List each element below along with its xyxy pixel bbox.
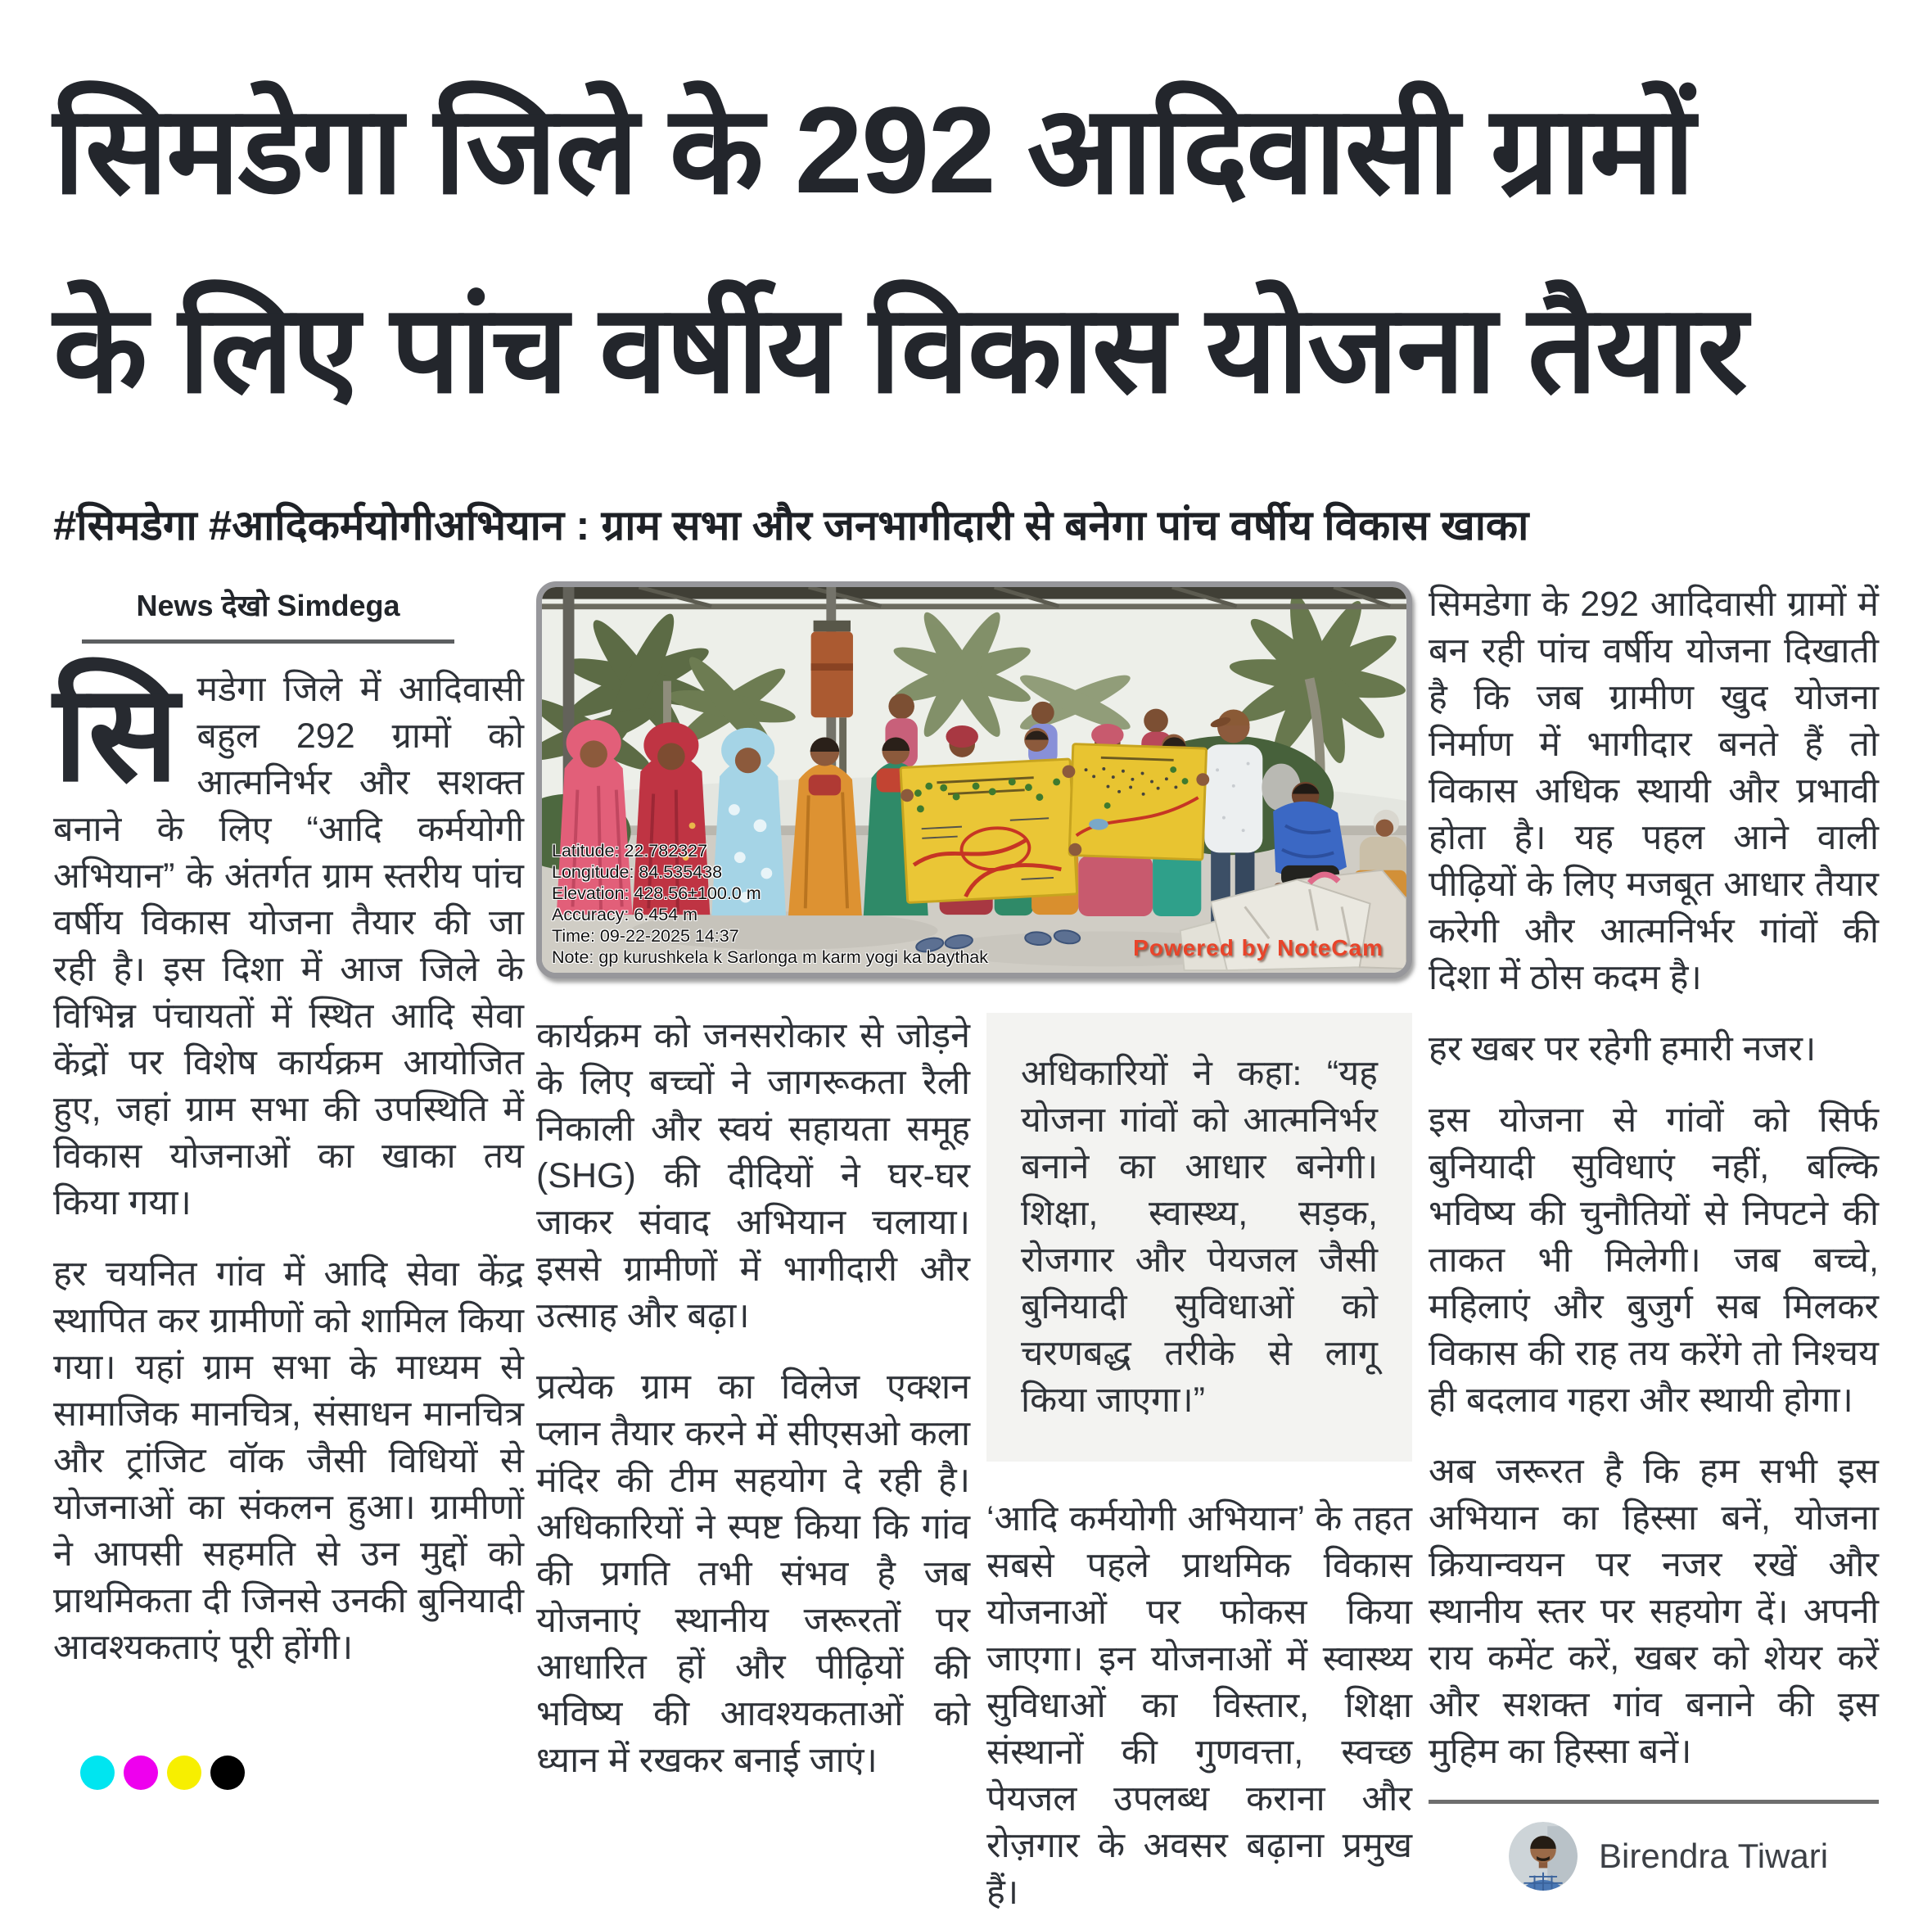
author-avatar [1509, 1822, 1578, 1891]
headline-line-1: सिमडेगा जिले के 292 आदिवासी ग्रामों [53, 81, 1694, 219]
headline-line-2: के लिए पांच वर्षीय विकास योजना तैयार [53, 280, 1746, 418]
article-paragraph: ‘आदि कर्मयोगी अभियान’ के तहत सबसे पहले प्राथमिक विकास योजनाओं पर फोकस किया जाएगा। इन योजनाओं में स्वास्थ्य सुविधाओं का विस्तार, शिक्षा संस्थानों की गुणवत्ता, स्वच्छ पेयजल उपलब्ध कराना और रोज़गार के अवसर बढ़ाना प्रमुख हैं। [986, 1499, 1412, 1912]
print-mark-black [210, 1756, 245, 1790]
article-paragraph: अब जरूरत है कि हम सभी इस अभियान का हिस्सा बनें, योजना क्रियान्वयन पर नजर रखें और स्थानीय स्तर पर सहयोग दें। अपनी राय कमेंट करें, खबर को शेयर करें और सशक्त गांव बनाने की इस मुहिम का हिस्सा बनें। [1429, 1452, 1879, 1771]
geotag-note: Note: gp kurushkela k Sarlonga m karm yogi ka baythak [552, 947, 988, 967]
headline [53, 51, 1879, 449]
byline-block [82, 585, 454, 644]
geotag-longitude: Longitude: 84.535438 [552, 862, 723, 882]
article-paragraph: हर खबर पर रहेगी हमारी नजर। [1429, 1029, 1817, 1069]
byline: News देखो Simdega [136, 589, 400, 622]
news-photo [536, 581, 1412, 978]
author-credit [1429, 1822, 1879, 1891]
print-mark-cyan [80, 1756, 115, 1790]
column-3 [986, 1013, 1412, 1916]
column-4 [1429, 581, 1879, 1891]
column-2 [536, 1013, 970, 1916]
author-avatar-illustration [1509, 1822, 1578, 1891]
column-1 [53, 581, 524, 1671]
paragraph-text: मडेगा जिले में आदिवासी बहुल 292 ग्रामों को आत्मनिर्भर और सशक्त बनाने के लिए “आदि कर्मयोगी अभियान” के अंतर्गत ग्राम स्तरीय पांच वर्षीय विकास योजना तैयार की जा रही है। इस दिशा में आज जिले के विभिन्न पंचायतों में स्थित आदि सेवा केंद्रों पर विशेष कार्यक्रम आयोजित हुए, जहां ग्राम सभा की उपस्थिति में विकास योजनाओं का खाका तय किया गया। [53, 670, 524, 1222]
pull-quote-text: अधिकारियों ने कहा: “यह योजना गांवों को आत्मनिर्भर बनाने का आधार बनेगी। शिक्षा, स्वास्थ्य, सड़क, रोजगार और पेयजल जैसी बुनियादी सुविधाओं को चरणबद्ध तरीके से लागू किया जाएगा।” [1021, 1054, 1378, 1420]
print-mark-magenta [124, 1756, 158, 1790]
geotag-latitude: Latitude: 22.782327 [552, 841, 708, 861]
photo-geotag-overlay [552, 840, 988, 968]
author-name: Birendra Tiwari [1599, 1837, 1829, 1875]
article-paragraph: प्रत्येक ग्राम का विलेज एक्शन प्लान तैयार करने में सीएसओ कला मंदिर की टीम सहयोग दे रही है। अधिकारियों ने स्पष्ट किया कि गांव की प्रगति तभी संभव है जब योजनाएं स्थानीय जरूरतों पर आधारित हों और पीढ़ियों की भविष्य की आवश्यकताओं को ध्यान में रखकर बनाई जाएं। [536, 1367, 970, 1780]
photo-watermark: Powered by NoteCam [1133, 935, 1384, 960]
middle-columns [536, 1013, 1412, 1916]
middle-section [536, 581, 1412, 1916]
drop-cap: सि [53, 658, 179, 808]
article-paragraph: सिमडेगा के 292 आदिवासी ग्रामों में बन रही पांच वर्षीय योजना दिखाती है कि जब ग्रामीण खुद योजना निर्माण में भागीदार बनते हैं तो विकास अधिक स्थायी और प्रभावी होता है। यह पहल आने वाली पीढ़ियों के लिए मजबूत आधार तैयार करेगी और आत्मनिर्भर गांवों की दिशा में ठोस कदम है। [1429, 585, 1879, 997]
author-divider [1429, 1800, 1879, 1804]
geotag-elevation: Elevation: 428.56±100.0 m [552, 883, 761, 903]
article-paragraph: कार्यक्रम को जनसरोकार से जोड़ने के लिए बच्चों ने जागरूकता रैली निकाली और स्वयं सहायता समूह (SHG) की दीदियों ने घर-घर जाकर संवाद अभियान चलाया। इससे ग्रामीणों में भागीदारी और उत्साह और बढ़ा। [536, 1016, 970, 1335]
article-paragraph: हर चयनित गांव में आदि सेवा केंद्र स्थापित कर ग्रामीणों को शामिल किया गया। यहां ग्राम सभा के माध्यम से सामाजिक मानचित्र, संसाधन मानचित्र और ट्रांजिट वॉक जैसी विधियों से योजनाओं का संकलन हुआ। ग्रामीणों ने आपसी सहमति से उन मुद्दों को प्राथमिकता दी जिनसे उनकी बुनियादी आवश्यकताएं पूरी होंगी। [53, 1254, 524, 1667]
geotag-accuracy: Accuracy: 6.454 m [552, 905, 698, 924]
byline-divider [82, 639, 454, 644]
article-body [53, 581, 1879, 1916]
pull-quote-box [986, 1013, 1412, 1462]
geotag-time: Time: 09-22-2025 14:37 [552, 926, 739, 946]
subheadline: #सिमडेगा #आदिकर्मयोगीअभियान : ग्राम सभा और जनभागीदारी से बनेगा पांच वर्षीय विकास खाका [53, 502, 1529, 549]
poster-map-2 [1069, 744, 1207, 860]
article-paragraph [53, 658, 524, 1227]
print-mark-yellow [167, 1756, 201, 1790]
article-paragraph: इस योजना से गांवों को सिर्फ बुनियादी सुविधाएं नहीं, बल्कि भविष्य की चुनौतियों से निपटने की ताकत भी मिलेगी। जब बच्चे, महिलाएं और बुजुर्ग सब मिलकर विकास की राह तय करेंगे तो निश्चय ही बदलाव गहरा और स्थायी होगा। [1429, 1100, 1879, 1420]
print-color-marks [80, 1756, 254, 1790]
